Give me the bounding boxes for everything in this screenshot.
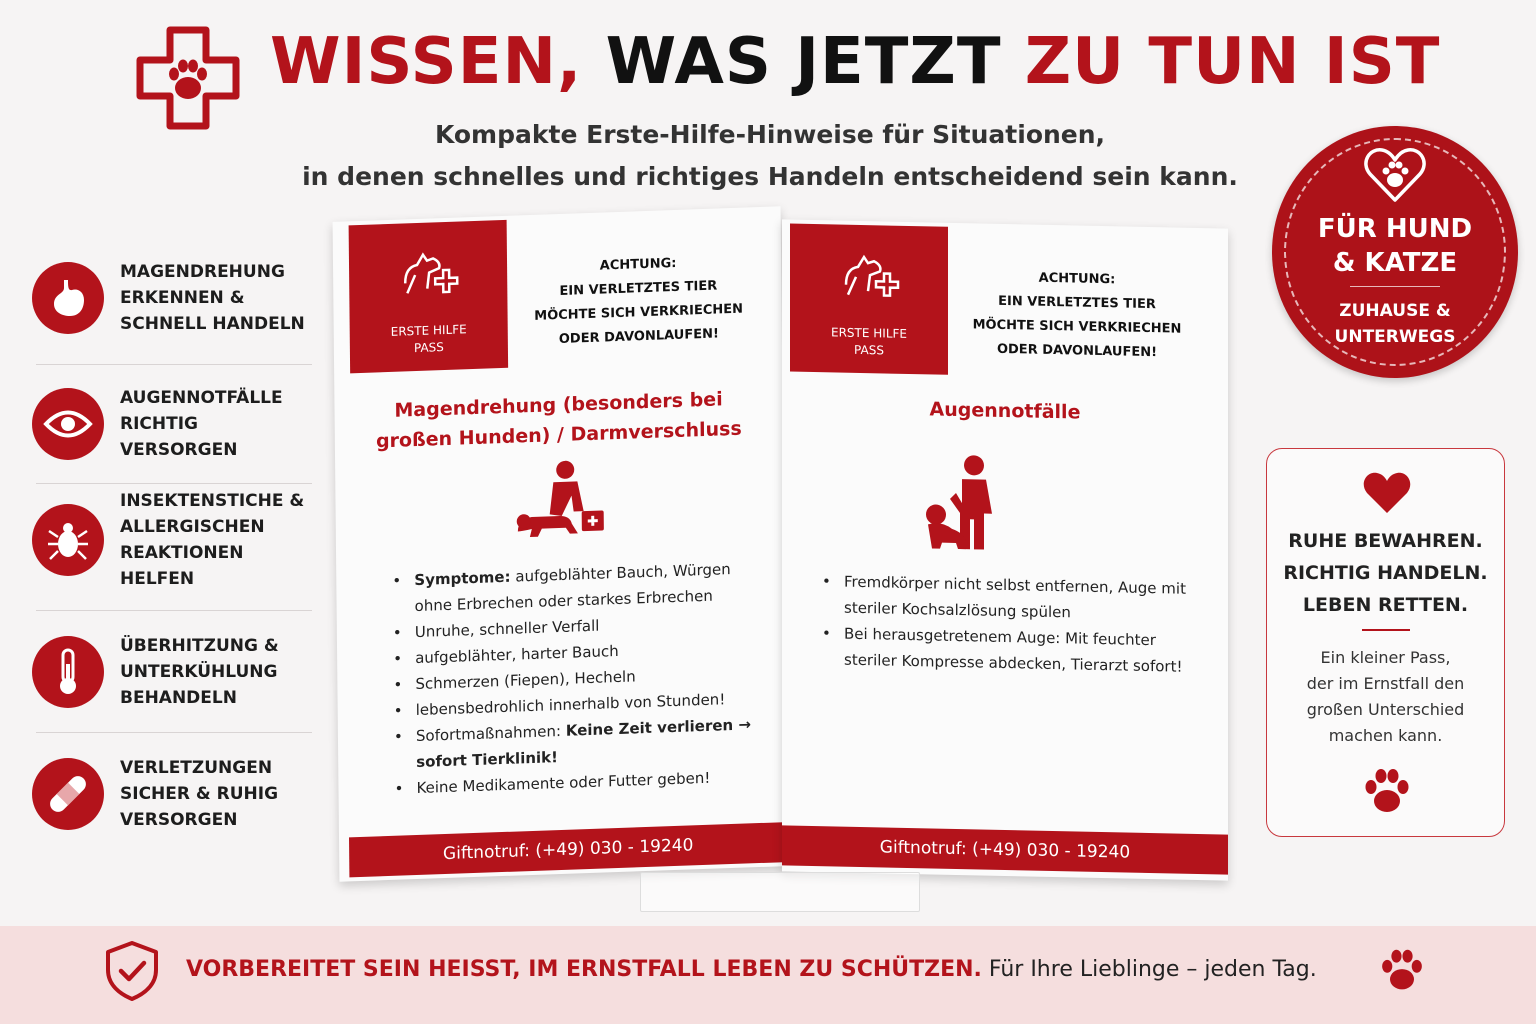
- feature-item: [32, 734, 314, 854]
- pass-label-line1: ERSTE HILFE: [390, 322, 467, 339]
- feature-label: VERLETZUNGEN SICHER & RUHIG VERSORGEN: [120, 758, 279, 830]
- tick-icon: [32, 504, 104, 576]
- list-item: • Fremdkörper nicht selbst entfernen, Auge mit steriler Kochsalzlösung spülen: [822, 568, 1202, 628]
- paw-icon: [1378, 946, 1426, 998]
- footer-message: [186, 926, 1317, 1014]
- eye-icon: [32, 388, 104, 460]
- footer-tail-text: Für Ihre Lieblinge – jeden Tag.: [988, 957, 1317, 982]
- shield-check-icon: [104, 940, 160, 1006]
- poison-hotline-bar: Giftnotruf: (+49) 030 - 19240: [782, 825, 1228, 874]
- feature-label: INSEKTENSTICHE & ALLERGISCHEN REAKTIONEN HELFEN: [120, 491, 305, 589]
- first-aid-booklet: [336, 214, 1246, 884]
- heart-icon: [1363, 471, 1411, 519]
- feature-item: [32, 364, 314, 484]
- footer-bar: [0, 926, 1536, 1024]
- footer-accent-text: VORBEREITET SEIN HEISST, IM ERNSTFALL LEBEN ZU SCHÜTZEN.: [186, 957, 982, 982]
- badge-subtitle: [1272, 298, 1518, 350]
- acrylic-stand: [640, 872, 920, 912]
- headline-part3: ZU TUN IST: [1024, 25, 1441, 99]
- list-item-text: Sofortmaßnahmen:: [415, 721, 566, 746]
- headline-part1: WISSEN,: [270, 25, 583, 99]
- card-body-line4: machen kann.: [1328, 726, 1443, 745]
- card-body-line3: großen Unterschied: [1306, 700, 1465, 719]
- card-headline-line1: RUHE BEWAHREN.: [1288, 530, 1483, 552]
- card-headline: [1267, 525, 1504, 621]
- headline: [270, 22, 1441, 102]
- card-headline-line2: RICHTIG HANDELN.: [1283, 562, 1488, 584]
- booklet-right-page: [782, 219, 1228, 880]
- card-body-line2: der im Ernstfall den: [1306, 674, 1465, 693]
- badge-title-line1: FÜR HUND: [1317, 214, 1473, 244]
- motto-card: [1266, 448, 1505, 837]
- card-body-line1: Ein kleiner Pass,: [1320, 648, 1451, 667]
- list-item-bold: Symptome:: [414, 567, 511, 590]
- page-title-line1: Magendrehung (besonders bei: [394, 388, 723, 422]
- list-item-text: aufgeblähter, harter Bauch: [415, 641, 619, 668]
- badge-subtitle-line1: ZUHAUSE &: [1339, 301, 1451, 321]
- feature-label: MAGENDREHUNG ERKENNEN & SCHNELL HANDELN: [120, 262, 305, 334]
- feature-item: [32, 480, 314, 600]
- feature-item: [32, 612, 314, 732]
- subtitle: [250, 114, 1290, 198]
- paw-icon: [1361, 765, 1413, 821]
- list-item: • Bei herausgetretenem Auge: Mit feuchter steriler Kompresse abdecken, Tierarzt sofort!: [822, 620, 1202, 680]
- bandage-icon: [32, 758, 104, 830]
- booklet-left-page: [333, 206, 788, 881]
- dog-cat-plus-icon: [834, 240, 904, 311]
- feature-label: AUGENNOTFÄLLE RICHTIG VERSORGEN: [120, 388, 283, 460]
- badge-title: [1272, 212, 1518, 280]
- card-body: [1267, 645, 1504, 749]
- subtitle-line1: Kompakte Erste-Hilfe-Hinweise für Situationen,: [434, 120, 1106, 149]
- pass-label-line2: PASS: [854, 342, 884, 358]
- divider: [36, 610, 312, 611]
- badge-divider: [1350, 286, 1440, 287]
- stomach-icon: [32, 262, 104, 334]
- list-item-text: Keine Medikamente oder Futter geben!: [416, 768, 711, 798]
- list-item-text: Schmerzen (Fiepen), Hecheln: [415, 667, 636, 694]
- person-helping-dog-icon: [511, 458, 612, 555]
- feature-label: ÜBERHITZUNG & UNTERKÜHLUNG BEHANDELN: [120, 636, 279, 708]
- list-item-text: lebensbedrohlich innerhalb von Stunden!: [415, 690, 726, 720]
- pass-logo: [349, 220, 509, 373]
- heart-paw-icon: [1364, 146, 1426, 208]
- badge-title-line2: & KATZE: [1332, 248, 1458, 278]
- divider: [36, 732, 312, 733]
- person-with-dog-icon: [918, 452, 1014, 558]
- poison-hotline-bar: Giftnotruf: (+49) 030 - 19240: [349, 822, 787, 877]
- pass-logo: [790, 223, 948, 374]
- warning-text: ACHTUNG: EIN VERLETZTES TIER MÖCHTE SICH VERKRIECHEN ODER DAVONLAUFEN!: [972, 270, 1182, 361]
- list-item-text: aufgeblähter Bauch, Würgen ohne Erbrechen oder starkes Erbrechen: [414, 560, 731, 616]
- page-title: Augennotfälle: [929, 398, 1081, 424]
- thermometer-icon: [32, 636, 104, 708]
- headline-part2: WAS JETZT: [605, 25, 1002, 99]
- card-divider: [1362, 629, 1410, 631]
- pass-label-line1: ERSTE HILFE: [831, 325, 907, 341]
- warning-text: ACHTUNG: EIN VERLETZTES TIER MÖCHTE SICH VERKRIECHEN ODER DAVONLAUFEN!: [534, 255, 744, 348]
- page-title-line2: großen Hunden) / Darmverschluss: [375, 417, 742, 453]
- list-item-bold: Keine Zeit verlieren → sofort Tierklinik!: [416, 715, 752, 772]
- dog-cat-badge: [1272, 126, 1518, 378]
- page-title: [334, 382, 783, 458]
- dog-cat-plus-icon: [393, 237, 464, 309]
- badge-subtitle-line2: UNTERWEGS: [1334, 327, 1456, 347]
- symptom-list: [392, 555, 754, 801]
- card-headline-line3: LEBEN RETTEN.: [1302, 594, 1469, 616]
- subtitle-line2: in denen schnelles und richtiges Handeln entscheidend sein kann.: [302, 162, 1238, 191]
- medical-cross-paw-icon: [136, 26, 240, 130]
- list-item-text: Unruhe, schneller Verfall: [414, 616, 600, 642]
- feature-item: [32, 238, 314, 358]
- pass-label-line2: PASS: [413, 340, 444, 356]
- eye-emergency-list: [822, 568, 1202, 680]
